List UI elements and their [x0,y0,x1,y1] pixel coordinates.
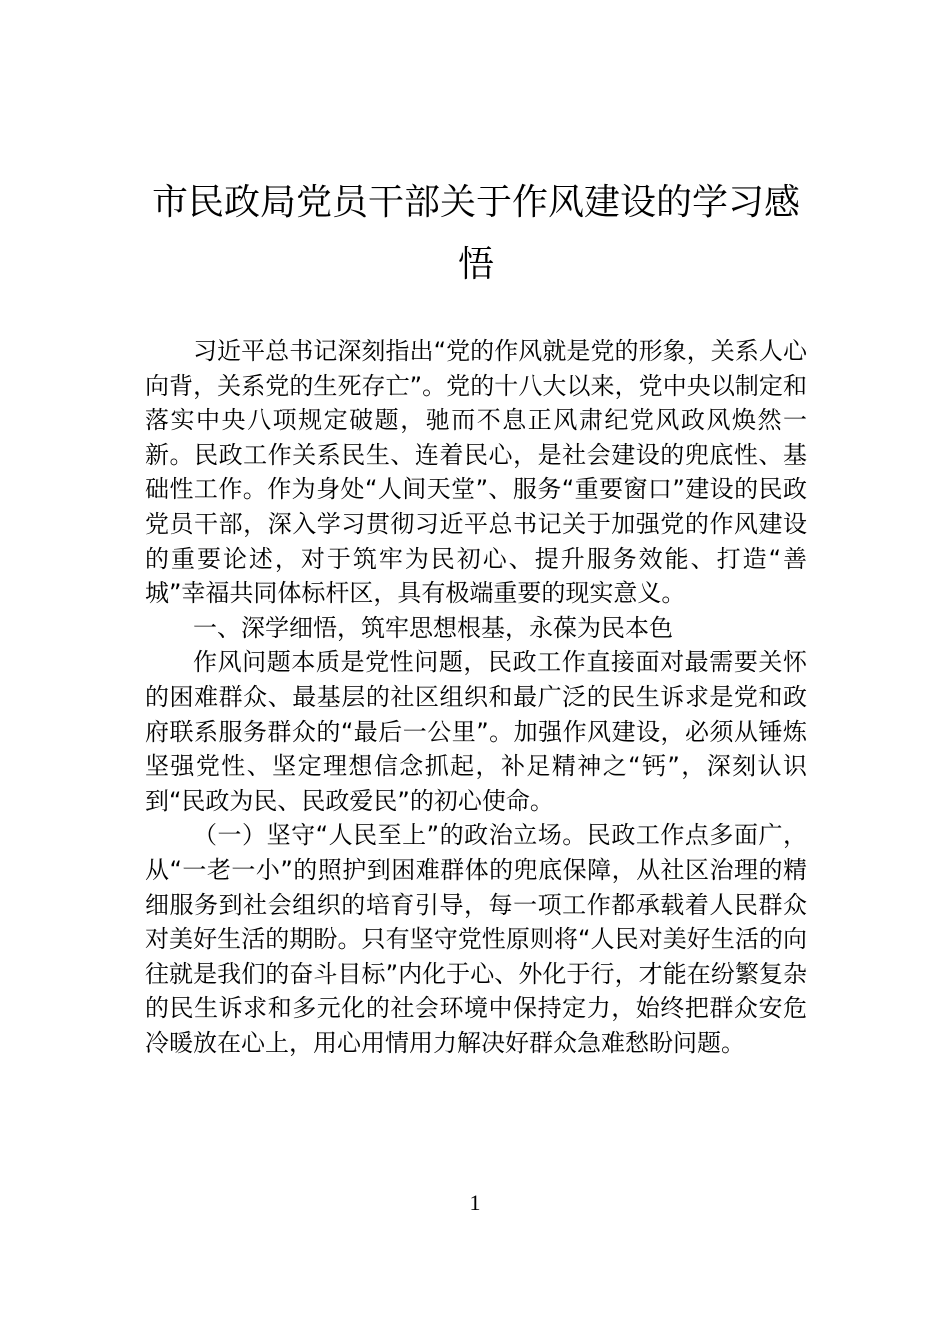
subsection-paragraph: （一）坚守“人民至上”的政治立场。民政工作点多面广，从“一老一小”的照护到困难群体的兜底保障，从社区治理的精细服务到社会组织的培育引导，每一项工作都承载着人民群众对美好生活的期盼。只有坚守党性原则将“人民对美好生活的向往就是我们的奋斗目标”内化于心、外化于行，才能在纷繁复杂的民生诉求和多元化的社会环境中保持定力，始终把群众安危冷暖放在心上，用心用情用力解决好群众急难愁盼问题。 [145,821,807,1057]
document-title: 市民政局党员干部关于作风建设的学习感悟 [151,182,800,285]
page-number: 1 [469,1190,481,1215]
section-paragraph: 作风问题本质是党性问题，民政工作直接面对最需要关怀的困难群众、最基层的社区组织和最广泛的民生诉求是党和政府联系服务群众的“最后一公里”。加强作风建设，必须从锤炼坚强党性、坚定理想信念抓起，补足精神之“钙”，深刻认识到“民政为民、民政爱民”的初心使命。 [145,648,807,815]
document-body [145,334,807,1060]
intro-paragraph: 习近平总书记深刻指出“党的作风就是党的形象，关系人心向背，关系党的生死存亡”。党的十八大以来，党中央以制定和落实中央八项规定破题，驰而不息正风肃纪党风政风焕然一新。民政工作关系民生、连着民心，是社会建设的兜底性、基础性工作。作为身处“人间天堂”、服务“重要窗口”建设的民政党员干部，深入学习贯彻习近平总书记关于加强党的作风建设的重要论述，对于筑牢为民初心、提升服务效能、打造“善城”幸福共同体标杆区，具有极端重要的现实意义。 [145,337,807,608]
section-heading: 一、深学细悟，筑牢思想根基，永葆为民本色 [193,613,673,642]
